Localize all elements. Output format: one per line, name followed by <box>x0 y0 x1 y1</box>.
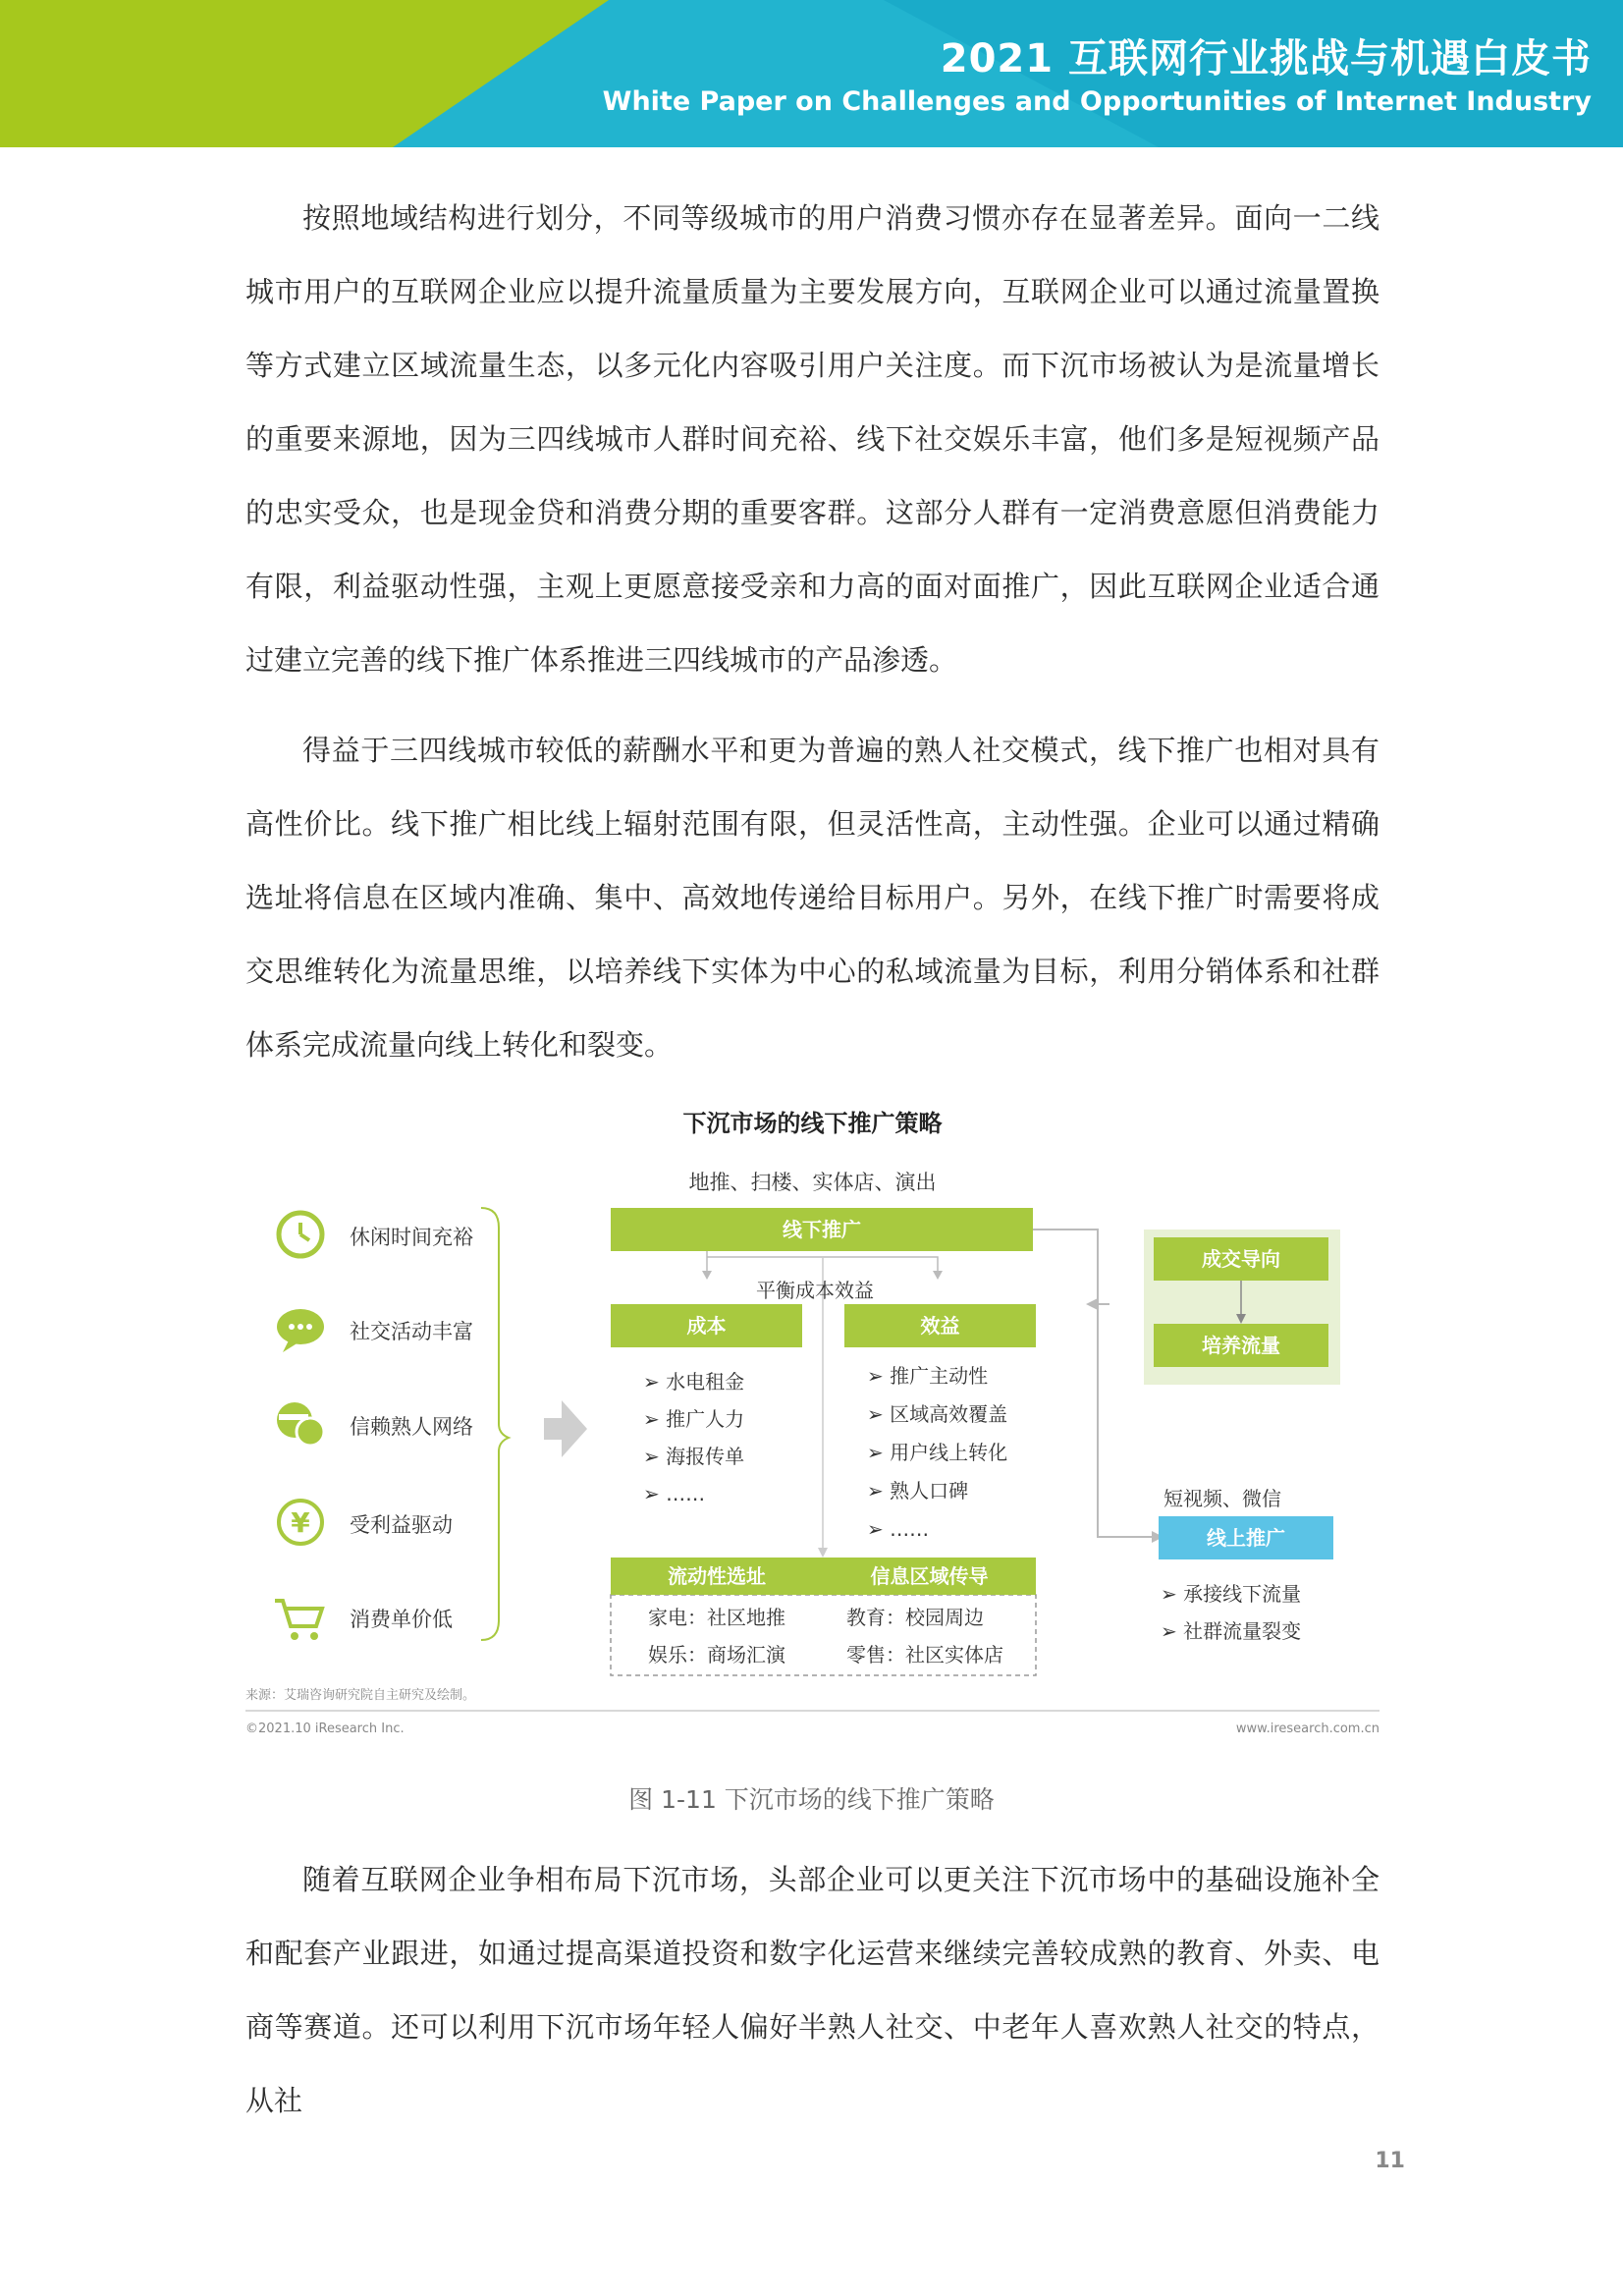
cost-item: ➢ 推广人力 <box>643 1407 745 1431</box>
benefit-item: ➢ …… <box>867 1517 930 1541</box>
figure-title: 下沉市场的线下推广策略 <box>682 1110 943 1137</box>
site-row: 娱乐：商场汇演 <box>648 1643 785 1667</box>
body-paragraph-3: 随着互联网企业争相布局下沉市场，头部企业可以更关注下沉市场中的基础设施补全和配套产业跟进，如通过提高渠道投资和数字化运营来继续完善较成熟的教育、外卖、电商等赛道。还可以利用下沉市场年轻人偏好半熟人社交、中老年人喜欢熟人社交的特点，从社 <box>245 1863 1380 2117</box>
page-number: 11 <box>1375 2149 1405 2173</box>
deal-oriented-box: 成交导向 <box>1154 1237 1328 1281</box>
benefit-item: ➢ 区域高效覆盖 <box>867 1402 1008 1426</box>
info-row: 教育：校园周边 <box>846 1606 984 1629</box>
balance-label: 平衡成本效益 <box>756 1279 874 1302</box>
figure-website: www.iresearch.com.cn <box>1235 1722 1380 1736</box>
cost-item: ➢ …… <box>643 1482 706 1505</box>
shopping-cart-icon <box>275 1601 322 1640</box>
benefit-item: ➢ 用户线上转化 <box>867 1441 1008 1464</box>
clock-icon <box>279 1213 322 1256</box>
factor-label: 社交活动丰富 <box>350 1320 473 1343</box>
offline-channels: 地推、扫楼、实体店、演出 <box>688 1171 937 1194</box>
cultivate-traffic-box: 培养流量 <box>1154 1324 1328 1367</box>
factor-label: 休闲时间充裕 <box>350 1226 473 1249</box>
body-paragraph-2: 得益于三四线城市较低的薪酬水平和更为普遍的熟人社交模式，线下推广也相对具有高性价比。线下推广相比线上辐射范围有限，但灵活性高，主动性强。企业可以通过精确选址将信息在区域内准确、集中、高效地传递给目标用户。另外，在线下推广时需要将成交思维转化为流量思维，以培养线下实体为中心的私域流量为目标，利用分销体系和社群体系完成流量向线上转化和裂变。 <box>245 734 1380 1062</box>
online-item: ➢ 社群流量裂变 <box>1161 1619 1302 1643</box>
header-subtitle: White Paper on Challenges and Opportunities of Internet Industry <box>602 86 1592 117</box>
factor-label: 信赖熟人网络 <box>350 1415 473 1439</box>
cost-list <box>643 1363 744 1512</box>
online-list <box>1161 1575 1301 1650</box>
site-selection-label: 流动性选址 <box>611 1558 823 1595</box>
online-item: ➢ 承接线下流量 <box>1161 1582 1302 1606</box>
chat-bubble-icon <box>277 1309 324 1352</box>
figure-caption: 图 1-11 下沉市场的线下推广策略 <box>628 1785 995 1814</box>
body-paragraph-1: 按照地域结构进行划分，不同等级城市的用户消费习惯亦存在显著差异。面向一二线城市用户的互联网企业应以提升流量质量为主要发展方向，互联网企业可以通过流量置换等方式建立区域流量生态，以多元化内容吸引用户关注度。而下沉市场被认为是流量增长的重要来源地，因为三四线城市人群时间充裕、线下社交娱乐丰富，他们多是短视频产品的忠实受众，也是现金贷和消费分期的重要客群。这部分人群有一定消费意愿但消费能力有限，利益驱动性强，主观上更愿意接受亲和力高的面对面推广，因此互联网企业适合通过建立完善的线下推广体系推进三四线城市的产品渗透。 <box>245 201 1380 677</box>
offline-promotion-box: 线下推广 <box>611 1208 1033 1251</box>
page-header <box>0 0 1623 147</box>
online-promotion-box: 线上推广 <box>1159 1516 1333 1559</box>
info-transmission-label: 信息区域传导 <box>823 1558 1036 1595</box>
friends-icon <box>277 1402 324 1446</box>
info-row: 零售：社区实体店 <box>846 1643 1003 1667</box>
benefit-item: ➢ 熟人口碑 <box>867 1479 969 1503</box>
benefit-list <box>867 1357 1007 1549</box>
site-row: 家电：社区地推 <box>648 1606 785 1629</box>
cost-item: ➢ 海报传单 <box>643 1445 745 1468</box>
figure-copyright: ©2021.10 iResearch Inc. <box>245 1722 405 1736</box>
factor-label: 消费单价低 <box>350 1608 453 1631</box>
header-title: 2021 互联网行业挑战与机遇白皮书 <box>940 36 1592 82</box>
cost-item: ➢ 水电租金 <box>643 1370 745 1394</box>
factor-label: 受利益驱动 <box>350 1513 453 1537</box>
benefit-item: ➢ 推广主动性 <box>867 1364 989 1388</box>
yen-icon <box>279 1501 322 1544</box>
online-channels: 短视频、微信 <box>1163 1487 1281 1510</box>
benefit-box: 效益 <box>844 1304 1036 1347</box>
figure-offline-promotion <box>245 1090 1380 1748</box>
cost-box: 成本 <box>611 1304 802 1347</box>
svg-text:¥: ¥ <box>291 1506 310 1539</box>
figure-source: 来源：艾瑞咨询研究院自主研究及绘制。 <box>245 1688 476 1703</box>
